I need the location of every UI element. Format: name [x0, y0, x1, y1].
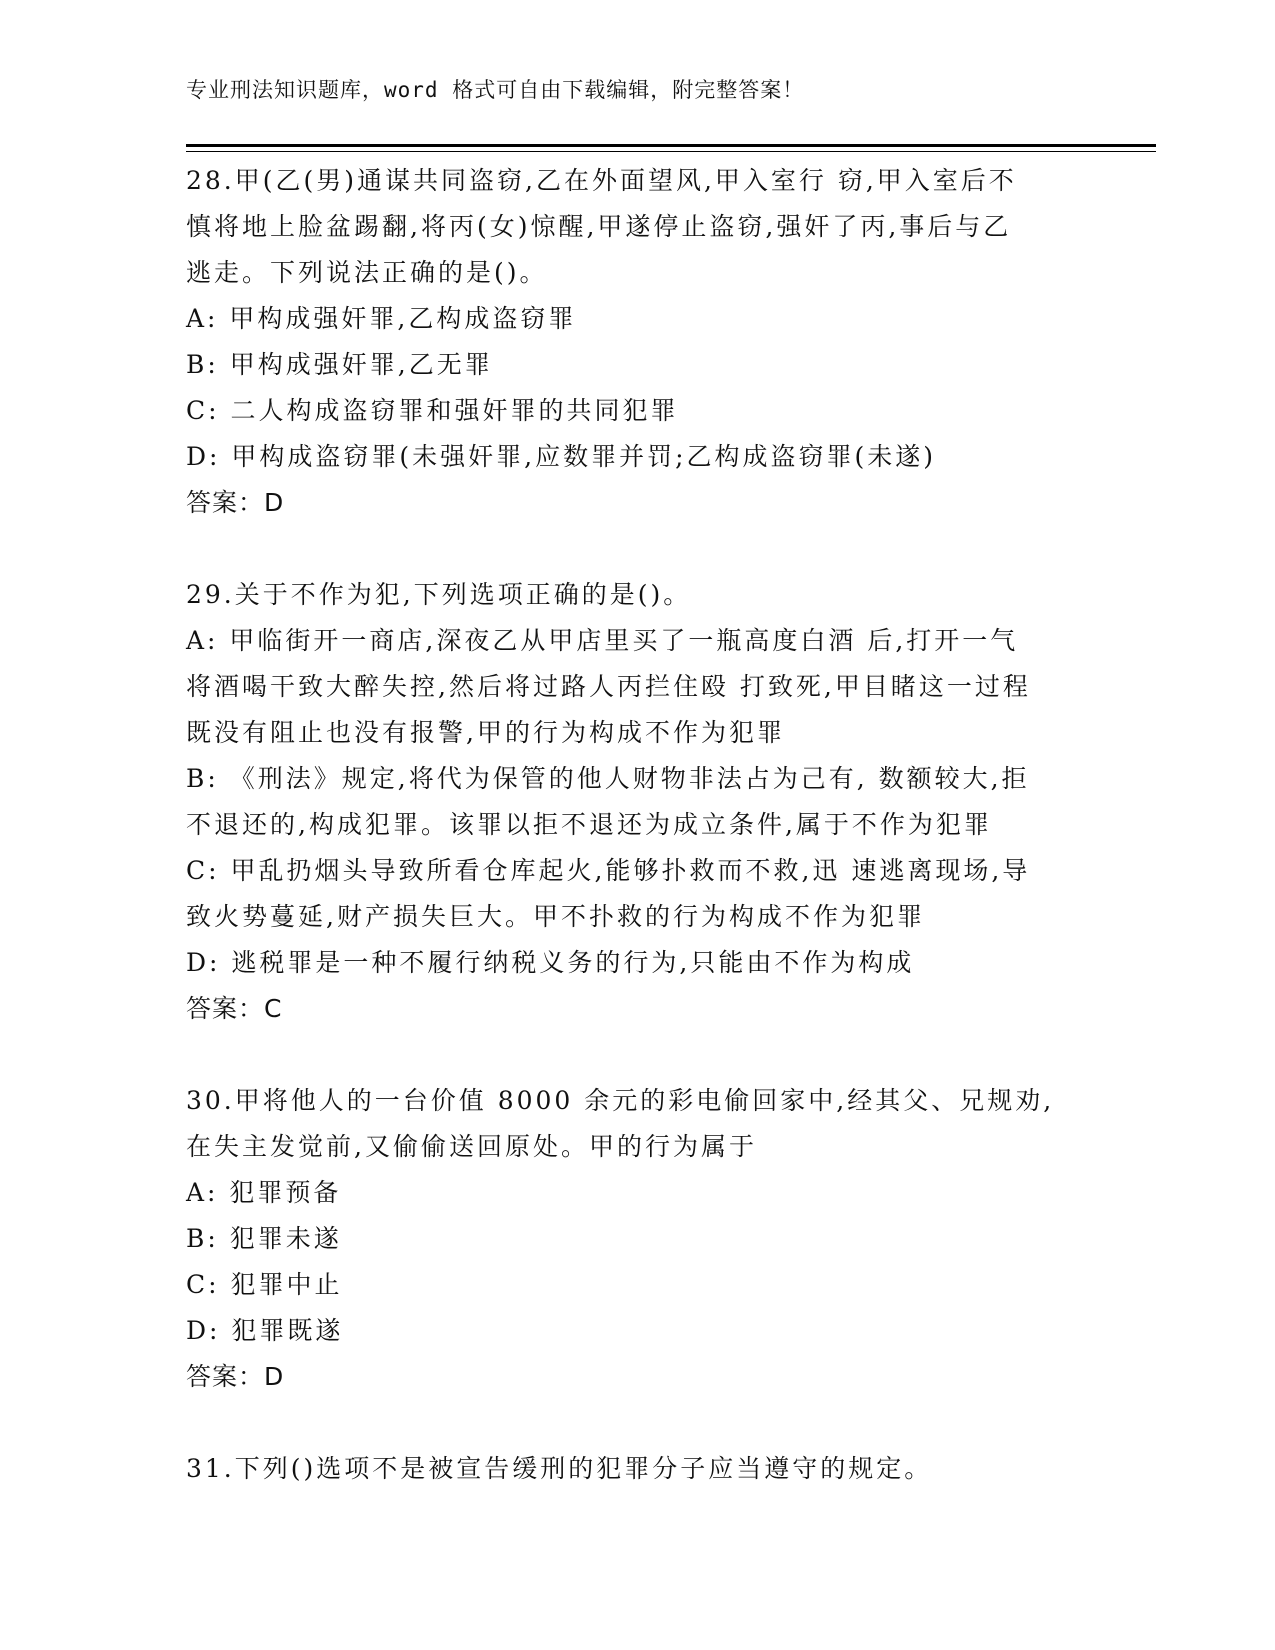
- option-c: C: 二人构成盗窃罪和强奸罪的共同犯罪: [186, 396, 679, 425]
- spacer: [186, 1400, 1086, 1446]
- question-30: [186, 1078, 1086, 1400]
- spacer: [186, 526, 1086, 572]
- option-d: D: 甲构成盗窃罪(未强奸罪,应数罪并罚;乙构成盗窃罪(未遂): [186, 442, 937, 471]
- answer-line: 答案：D: [186, 488, 285, 517]
- option-a: A: 犯罪预备: [186, 1178, 342, 1207]
- option-c-continued: 致火势蔓延,财产损失巨大。甲不扑救的行为构成不作为犯罪: [186, 902, 925, 931]
- question-stem-line: 逃走。下列说法正确的是()。: [186, 258, 548, 287]
- question-stem-line: 29.关于不作为犯,下列选项正确的是()。: [186, 580, 692, 609]
- option-a-continued: 既没有阻止也没有报警,甲的行为构成不作为犯罪: [186, 718, 785, 747]
- header-rule-thin: [186, 151, 1156, 152]
- option-b: B: 甲构成强奸罪,乙无罪: [186, 350, 493, 379]
- option-a-continued: 将酒喝干致大醉失控,然后将过路人丙拦住殴 打致死,甲目睹这一过程: [186, 672, 1031, 701]
- option-a: A: 甲临街开一商店,深夜乙从甲店里买了一瓶高度白酒 后,打开一气: [186, 626, 1019, 655]
- option-a: A: 甲构成强奸罪,乙构成盗窃罪: [186, 304, 577, 333]
- option-d: D: 逃税罪是一种不履行纳税义务的行为,只能由不作为构成: [186, 948, 915, 977]
- header-rule-thick: [186, 144, 1156, 147]
- option-c: C: 甲乱扔烟头导致所看仓库起火,能够扑救而不救,迅 速逃离现场,导: [186, 856, 1031, 885]
- answer-line: 答案：D: [186, 1362, 285, 1391]
- question-stem-line: 28.甲(乙(男)通谋共同盗窃,乙在外面望风,甲入室行 窃,甲入室后不: [186, 166, 1017, 195]
- question-stem-line: 在失主发觉前,又偷偷送回原处。甲的行为属于: [186, 1132, 757, 1161]
- question-list: [186, 158, 1086, 1492]
- option-d: D: 犯罪既遂: [186, 1316, 344, 1345]
- answer-line: 答案：C: [186, 994, 283, 1023]
- question-stem-line: 31.下列()选项不是被宣告缓刑的犯罪分子应当遵守的规定。: [186, 1454, 933, 1483]
- option-b: B: 《刑法》规定,将代为保管的他人财物非法占为己有, 数额较大,拒: [186, 764, 1030, 793]
- question-28: [186, 158, 1086, 526]
- question-29: [186, 572, 1086, 1032]
- question-stem-line: 30.甲将他人的一台价值 8000 余元的彩电偷回家中,经其父、兄规劝,: [186, 1086, 1055, 1115]
- option-b-continued: 不退还的,构成犯罪。该罪以拒不退还为成立条件,属于不作为犯罪: [186, 810, 992, 839]
- option-c: C: 犯罪中止: [186, 1270, 343, 1299]
- page-header: 专业刑法知识题库，word 格式可自由下载编辑，附完整答案！: [186, 78, 805, 102]
- spacer: [186, 1032, 1086, 1078]
- option-b: B: 犯罪未遂: [186, 1224, 342, 1253]
- question-31: [186, 1446, 1086, 1492]
- question-stem-line: 慎将地上脸盆踢翻,将丙(女)惊醒,甲遂停止盗窃,强奸了丙,事后与乙: [186, 212, 1012, 241]
